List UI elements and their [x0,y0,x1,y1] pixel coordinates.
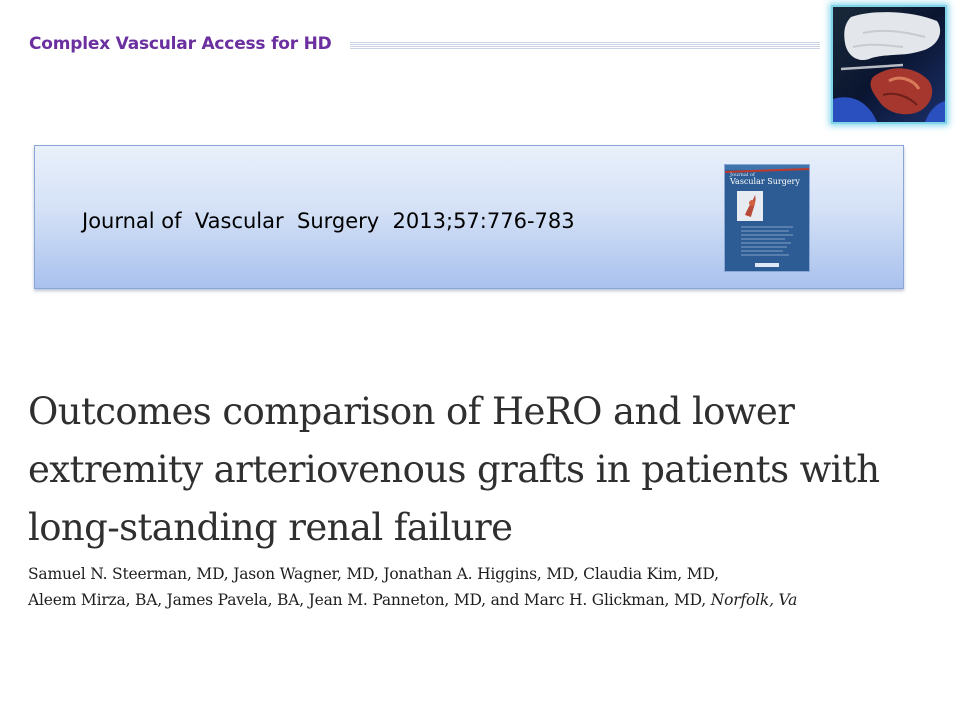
article-title-line: long-standing renal failure [28,506,513,549]
header-divider [350,42,820,50]
cover-title-line1: Journal of [730,172,755,178]
authors-line [28,587,958,613]
authors-line: Samuel N. Steerman, MD, Jason Wagner, MD, Jonathan A. Higgins, MD, Claudia Kim, MD, [28,565,719,583]
journal-citation-text: Journal of Vascular Surgery 2013;57:776-783 [82,209,575,233]
article-title-line: Outcomes comparison of HeRO and lower [28,390,795,433]
author-location: Norfolk, Va [710,591,798,609]
cover-title-line2: Vascular Surgery [730,177,800,186]
authors-line-text: Aleem Mirza, BA, James Pavela, BA, Jean M. Panneton, MD, and Marc H. Glickman, MD, [28,591,711,609]
journal-cover-image [724,164,810,272]
surgery-photo [831,5,947,124]
journal-citation-banner [34,145,904,289]
article-authors [28,561,958,613]
article-title [28,383,948,557]
article-title-line: extremity arteriovenous grafts in patients with [28,448,880,491]
slide-header-title: Complex Vascular Access for HD [29,34,332,54]
